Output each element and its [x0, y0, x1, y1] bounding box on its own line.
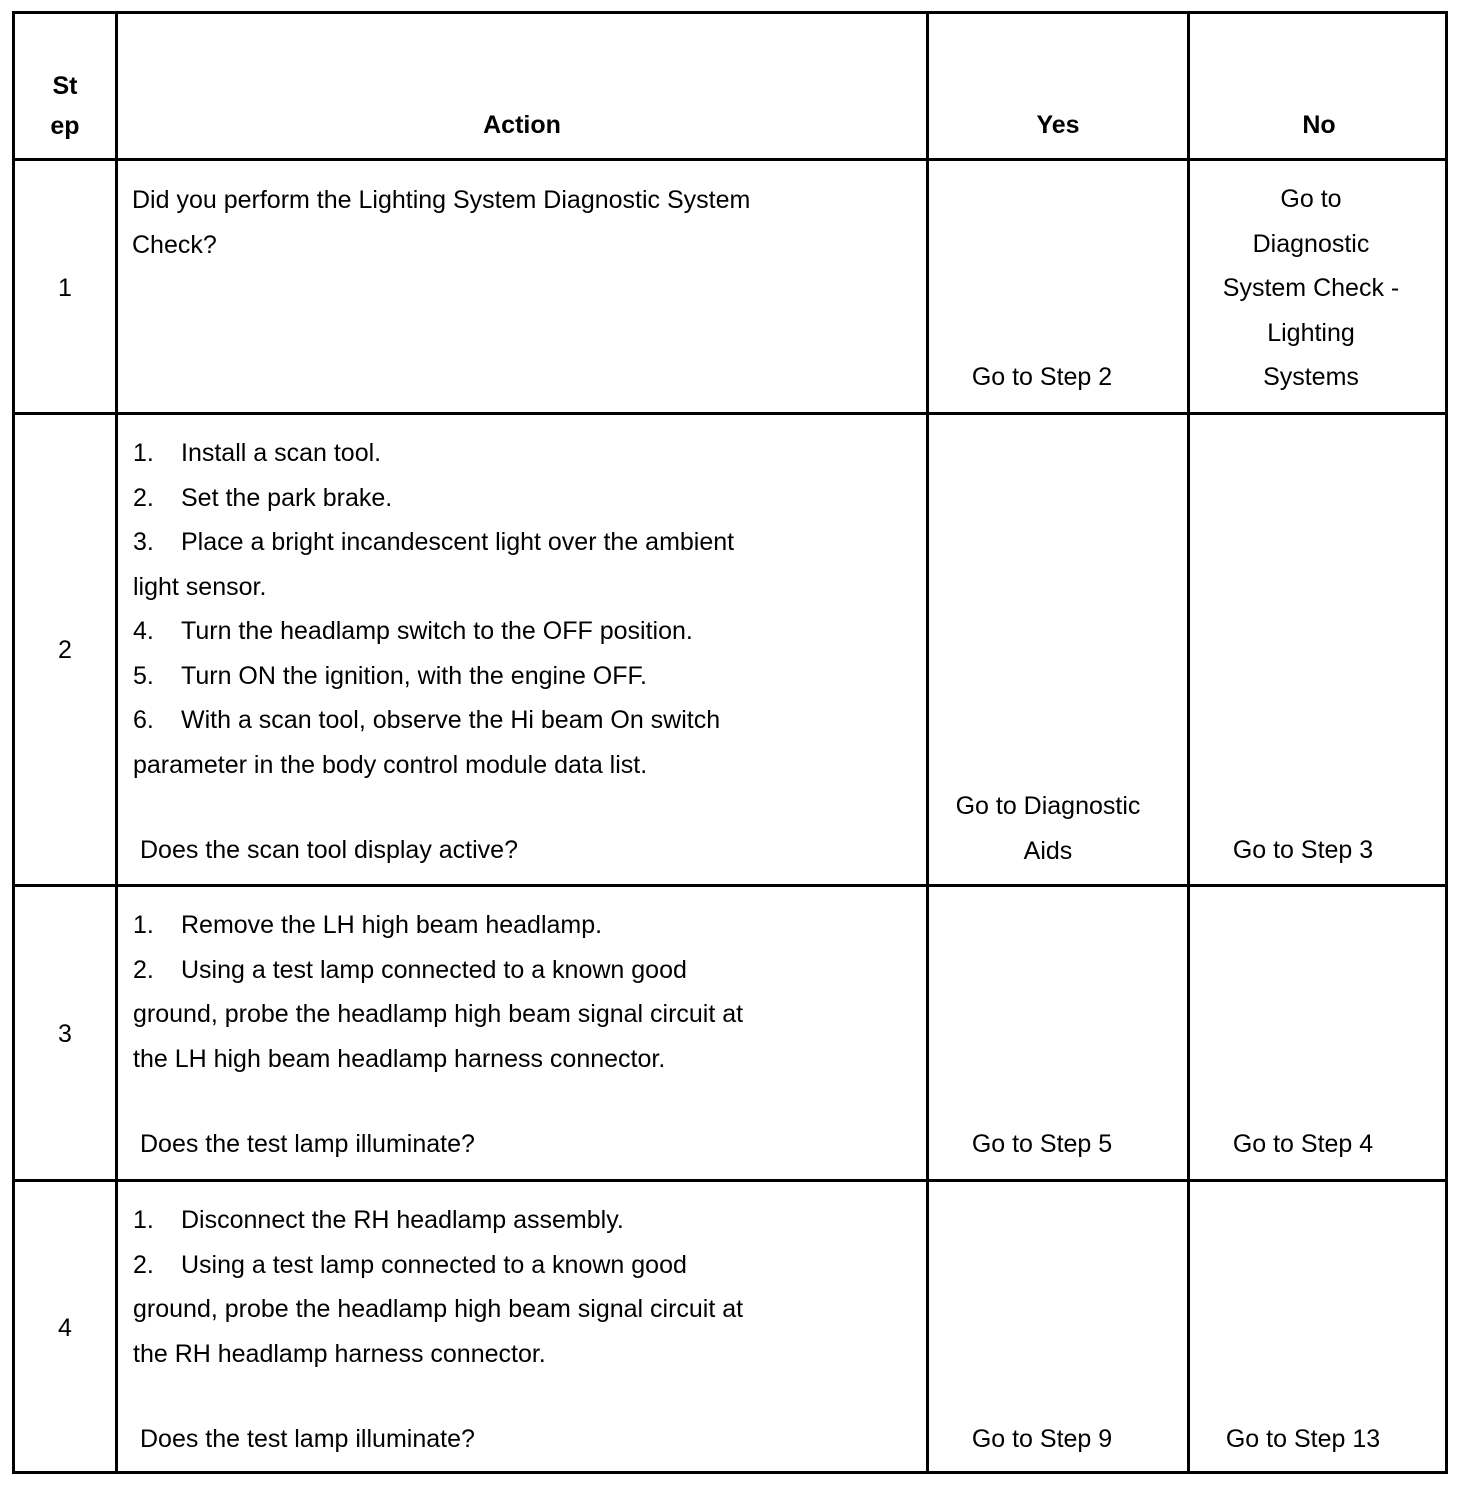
step-number: 2	[58, 636, 72, 664]
action-item	[133, 476, 734, 521]
action-line: Did you perform the Lighting System Diagnostic System	[132, 186, 751, 214]
header-step-line1: St	[52, 72, 78, 100]
item-continuation: the RH headlamp harness connector.	[133, 1339, 546, 1368]
item-number: 6.	[133, 706, 154, 734]
row-divider	[15, 412, 1445, 415]
item-text: Using a test lamp connected to a known good	[181, 1250, 687, 1279]
row-divider	[15, 158, 1445, 161]
no-result: Go to Step 13	[1225, 1425, 1381, 1453]
item-text: Turn the headlamp switch to the OFF position.	[181, 617, 693, 645]
item-continuation: parameter in the body control module data list.	[133, 750, 648, 779]
step-number: 1	[58, 274, 72, 302]
header-action: Action	[483, 111, 561, 139]
action-list	[133, 1198, 743, 1376]
item-continuation: the LH high beam headlamp harness connector.	[133, 1044, 666, 1073]
header-yes: Yes	[1036, 111, 1080, 139]
no-line: Systems	[1263, 363, 1359, 391]
step-number: 4	[58, 1314, 72, 1342]
item-number: 1.	[133, 439, 154, 467]
yes-result	[929, 784, 1167, 873]
yes-result: Go to Step 9	[971, 1425, 1113, 1453]
item-text: Place a bright incandescent light over the ambient	[181, 528, 735, 556]
item-text: With a scan tool, observe the Hi beam On switch	[181, 706, 721, 734]
action-item	[133, 698, 734, 743]
item-continuation: light sensor.	[133, 572, 267, 601]
no-result: Go to Step 4	[1232, 1130, 1374, 1158]
item-text: Using a test lamp connected to a known good	[181, 955, 687, 984]
header-step-line2: ep	[50, 112, 80, 140]
item-text: Remove the LH high beam headlamp.	[181, 911, 603, 939]
column-divider	[926, 14, 929, 1471]
item-number: 2.	[133, 955, 154, 984]
yes-line: Go to Diagnostic	[955, 792, 1141, 820]
header-step	[15, 66, 115, 146]
column-divider	[115, 14, 118, 1471]
action-item	[133, 1243, 743, 1288]
item-text: Disconnect the RH headlamp assembly.	[181, 1206, 624, 1234]
yes-line: Aids	[1023, 836, 1073, 865]
action-item	[133, 654, 734, 699]
item-number: 5.	[133, 661, 154, 690]
no-line: Go to	[1280, 185, 1342, 213]
action-item	[133, 1198, 743, 1243]
action-item	[133, 431, 734, 476]
yes-result: Go to Step 2	[971, 363, 1113, 391]
action-item	[133, 520, 734, 565]
row-divider	[15, 884, 1445, 887]
action-item	[133, 609, 734, 654]
yes-result: Go to Step 5	[971, 1130, 1113, 1158]
action-line: Check?	[132, 230, 217, 259]
no-line: Diagnostic	[1252, 229, 1370, 258]
item-continuation: ground, probe the headlamp high beam signal circuit at	[133, 1295, 744, 1323]
item-number: 2.	[133, 483, 154, 512]
row-divider	[15, 1179, 1445, 1182]
item-text: Set the park brake.	[181, 483, 393, 512]
no-line: System Check -	[1222, 274, 1400, 302]
no-result: Go to Step 3	[1232, 836, 1374, 864]
action-item	[133, 948, 743, 993]
action-text	[132, 178, 750, 267]
action-question: Does the test lamp illuminate?	[140, 1425, 475, 1453]
item-number: 1.	[133, 1206, 154, 1234]
action-item	[133, 903, 743, 948]
item-number: 2.	[133, 1250, 154, 1279]
item-text: Install a scan tool.	[181, 439, 382, 467]
step-number: 3	[58, 1020, 72, 1048]
action-question: Does the test lamp illuminate?	[140, 1130, 475, 1158]
action-list	[133, 431, 734, 787]
header-no: No	[1302, 111, 1336, 139]
action-list	[133, 903, 743, 1081]
item-text: Turn ON the ignition, with the engine OFF.	[181, 661, 647, 690]
item-number: 1.	[133, 911, 154, 939]
diagnostic-table	[12, 11, 1448, 1474]
no-line: Lighting	[1267, 318, 1355, 347]
item-continuation: ground, probe the headlamp high beam signal circuit at	[133, 1000, 744, 1028]
no-result	[1190, 177, 1432, 400]
item-number: 3.	[133, 528, 154, 556]
item-number: 4.	[133, 617, 154, 645]
action-question: Does the scan tool display active?	[140, 836, 518, 864]
